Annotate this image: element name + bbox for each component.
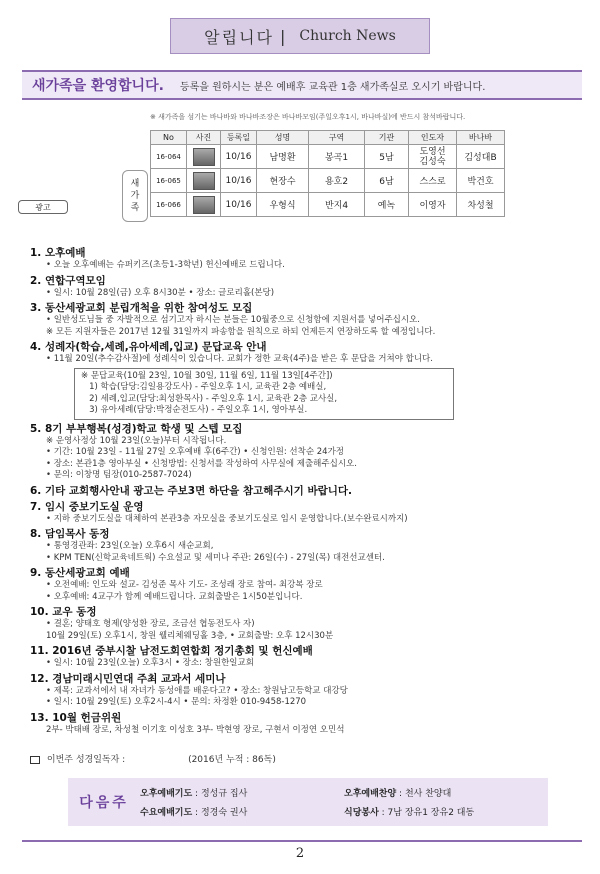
announcement-item (30, 527, 590, 564)
announcement-title: 9. 동산세광교회 예배 (30, 567, 130, 579)
announcement-item (30, 644, 590, 670)
announcement-item (30, 340, 590, 420)
announcement-line: ※ 운영사정상 10월 23일(오늘)부터 시작됩니다. (46, 435, 227, 446)
col-header: 바나바 (457, 131, 505, 145)
announcement-item (30, 500, 590, 526)
announcement-title: 12. 경남미래시민연대 주최 교과서 세미나 (30, 672, 226, 685)
announcement-line: • 문의: 이창명 팀장(010-2587-7024) (46, 470, 192, 480)
table-row: 16-066 10/16 우형식 반지4 예녹 이영자 차성철 (151, 193, 505, 217)
announcement-line: • 일시: 10월 28일(금) 오후 8시30분 • 장소: 글로리홀(본당) (46, 287, 275, 298)
next-week-cell: 수요예배기도 : 정경숙 권사 (140, 808, 248, 818)
schedule-line: 2) 세례,입교(담당:최성환목사) - 주일오후 1시, 교육관 2층 교사실, (81, 393, 338, 404)
announcement-title: 10. 교우 동정 (30, 606, 97, 618)
announcement-item (30, 711, 590, 737)
next-week-cell: 식당봉사 : 7남 장유1 장유2 대동 (344, 808, 475, 818)
announcement-line: • 지하 중보기도실을 대체하여 본관3층 자모실을 중보기도실로 임시 운영합니다.(보수완료시까지) (46, 513, 408, 524)
announcement-line: • 오전예배: 인도와 설교- 김성준 목사 기도- 조성래 장로 참여- 최강복 장로 (46, 580, 323, 590)
announcement-line: • 결혼; 양태호 형제(양성환 장로, 조금선 협동전도사 자) (46, 619, 255, 629)
announcement-line: • 제목: 교과서에서 내 자녀가 동성애를 배운다고? • 장소: 창원남고등학교 대강당 (46, 685, 348, 696)
announcement-line: • 일시: 10월 23일(오늘) 오후3시 • 장소: 창원한일교회 (46, 658, 254, 668)
announcement-title: 3. 동산세광교회 분립개척을 위한 참여성도 모집 (30, 302, 253, 314)
announcement-item (30, 566, 590, 603)
next-week-cell: 오후예배찬양 : 천사 찬양대 (344, 789, 452, 799)
newcomer-side-label: 새 가 족 (122, 170, 148, 222)
header-separator: | (279, 26, 288, 46)
schedule-line: 3) 유아세례(담당:박정순전도사) - 주일오후 1시, 영아부실. (81, 405, 308, 415)
announcement-line: • 일시: 10월 29일(토) 오후2시-4시 • 문의: 차정환 010-9458-1270 (46, 697, 307, 707)
welcome-subtext: 등록을 원하시는 분은 예배후 교육관 1층 새가족실로 오시기 바랍니다. (179, 81, 486, 93)
page-header (170, 18, 430, 54)
announcement-line: • 통영경관좌: 23일(오늘) 오후6시 새순교회, (46, 541, 214, 551)
col-header: 등록일 (221, 131, 257, 145)
announcement-title: 5. 8기 부부행복(성경)학교 학생 및 스텝 모집 (30, 422, 243, 435)
next-week-box (68, 778, 548, 826)
photo-image (193, 172, 215, 190)
announcement-title: 7. 임시 중보기도실 운영 (30, 500, 144, 513)
announcement-item (30, 274, 590, 300)
announcement-line: • 오늘 오후예배는 슈퍼키즈(초등1-3학년) 헌신예배로 드립니다. (46, 260, 285, 270)
ad-label: 광고 (18, 200, 68, 214)
announcement-item (30, 422, 590, 482)
announcement-line: • 장소: 본관1층 영아부실 • 신청방법: 신청서를 작성하여 사무실에 제출해주십시오. (46, 458, 357, 469)
announcement-title: 8. 담임목사 동정 (30, 528, 110, 540)
announcement-line: • 기간: 10월 23일 - 11월 27일 오후예배 후(6주간) • 신청인원: 선착순 24가정 (46, 447, 345, 457)
announcement-title: 4. 성례자(학습,세례,유아세례,입교) 문답교육 안내 (30, 341, 267, 353)
next-week-cell: 오후예배기도 : 정성규 집사 (140, 789, 248, 799)
col-header: 인도자 (409, 131, 457, 145)
announcement-list (30, 246, 590, 738)
reader-label: 이번주 성경일독자 : (46, 755, 126, 765)
col-header: 사진 (187, 131, 221, 145)
announcement-title: 6. 기타 교회행사안내 광고는 주보3면 하단을 참고해주시기 바랍니다. (30, 484, 353, 497)
photo-image (193, 196, 215, 214)
announcement-item (30, 672, 590, 709)
announcement-item (30, 301, 590, 338)
col-header: No (151, 131, 187, 145)
announcement-line: • 11월 20일(추수감사절)에 성례식이 있습니다. 교회가 정한 교육(4주)을 받은 후 문답을 거쳐야 합니다. (46, 354, 433, 364)
table-row: 16-064 10/16 남명환 봉곡1 5남 도영선 김성숙 김성대B (151, 145, 505, 169)
announcement-item (30, 246, 590, 272)
reader-total: (2016년 누적 : 86독) (188, 755, 276, 765)
announcement-title: 1. 오후예배 (30, 247, 86, 259)
book-icon (30, 756, 40, 764)
announcement-line: • KPM TEN(신학교육네트웍) 수요설교 및 세미나 주관: 26일(수) - 27일(목) 대전선교센터. (46, 552, 385, 563)
newcomer-table (150, 130, 505, 217)
announcement-title: 13. 10월 헌금위원 (30, 711, 122, 724)
bible-reader-line (30, 752, 276, 765)
announcement-item (30, 605, 590, 642)
barnabas-notice: ※ 새가족을 섬기는 바나바와 바나바조장은 바나바모임(주일오후1시, 바나바실)에 반드시 참석바랍니다. (150, 113, 466, 121)
schedule-line: 1) 학습(담당:김일용강도사) - 주일오후 1시, 교육관 2층 예배실, (81, 382, 327, 392)
announcement-item (30, 484, 590, 498)
announcement-line: 2부- 박태배 장로, 차성철 이기호 이성호 3부- 박현영 장로, 구현서 이정연 오민석 (46, 724, 345, 735)
table-row: 16-065 10/16 현장수 용호2 6남 스스로 박건호 (151, 169, 505, 193)
welcome-headline: 새가족을 환영합니다. (32, 78, 164, 94)
announcement-line: • 일반성도님들 중 자발적으로 섬기고자 하시는 분들은 10월중으로 신청함에 지원서를 넣어주십시오. (46, 315, 420, 325)
photo-image (193, 148, 215, 166)
announcement-title: 11. 2016년 중부시찰 남전도회연합회 정기총회 및 헌신예배 (30, 645, 313, 657)
welcome-banner (22, 70, 582, 100)
next-week-label: 다음주 (79, 795, 129, 811)
header-title-en: Church News (299, 28, 396, 44)
announcement-line: ※ 모든 지원자들은 2017년 12월 31일까지 파송함을 원칙으로 하되 언제든지 연장하도록 할 예정입니다. (46, 326, 436, 337)
header-title-ko: 알립니다 (204, 27, 274, 47)
bottom-divider (22, 840, 582, 842)
col-header: 구역 (309, 131, 365, 145)
schedule-box (74, 368, 454, 420)
page-number: 2 (295, 846, 305, 861)
announcement-line: • 오후예배: 4교구가 함께 예배드립니다. 교회출발은 1시50분입니다. (46, 591, 303, 602)
announcement-title: 2. 연합구역모임 (30, 274, 106, 287)
col-header: 기관 (365, 131, 409, 145)
schedule-line: ※ 문답교육(10월 23일, 10월 30일, 11월 6일, 11월 13일[4주간]) (81, 370, 333, 381)
announcement-line: 10월 29일(토) 오후1시, 창원 웰리체웨딩홀 3층, • 교회출발: 오후 12시30분 (46, 630, 334, 641)
col-header: 성명 (257, 131, 309, 145)
